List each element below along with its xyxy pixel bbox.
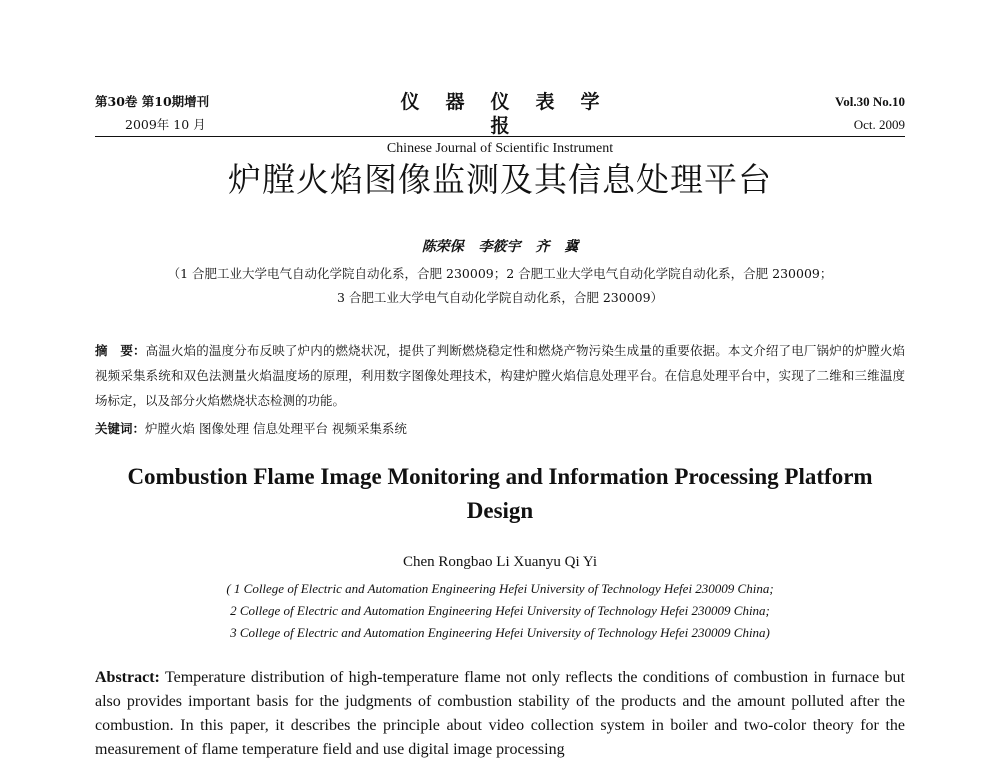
header-center xyxy=(365,90,635,160)
authors-cn: 陈荣保 李筱宇 齐 冀 xyxy=(421,239,579,255)
header-left xyxy=(95,90,209,136)
journal-name-cn: 仪器仪表学报 xyxy=(400,91,626,137)
journal-name-en: Chinese Journal of Scientific Instrument xyxy=(386,141,614,156)
affiliation-en-line: 3 College of Electric and Automation Engineering Hefei University of Technology Hefei 230009 China) xyxy=(230,625,770,640)
date-en: Oct. 2009 xyxy=(853,117,905,132)
paper-title-en: Combustion Flame Image Monitoring and Information Processing Platform Design xyxy=(127,464,873,523)
affiliation-en-line: ( 1 College of Electric and Automation Engineering Hefei University of Technology Hefei 230009 China; xyxy=(226,581,774,596)
volume-issue-en: Vol.30 No.10 xyxy=(835,94,905,109)
volume-issue-cn: 第30卷 第10期增刊 xyxy=(95,94,210,109)
header-right xyxy=(835,90,905,136)
abstract-cn xyxy=(95,338,905,413)
journal-header xyxy=(95,90,905,156)
affiliation-en-line: 2 College of Electric and Automation Engineering Hefei University of Technology Hefei 230009 China; xyxy=(230,603,770,618)
header-rule xyxy=(95,136,905,137)
abstract-en-text: Temperature distribution of high-temperature flame not only reflects the conditions of combustion in furnace but also provides important basis for the judgments of combustion stability of the products and the amount polluted after the combustion. In this paper, it describes the principle about video collection system in boiler and two-color theory for the measurement of flame temperature field and use digital image processing xyxy=(95,669,905,758)
affiliation-cn-line: 3 合肥工业大学电气自动化学院自动化系，合肥 230009） xyxy=(336,290,664,305)
abstract-cn-text: 高温火焰的温度分布反映了炉内的燃烧状况，提供了判断燃烧稳定性和燃烧产物污染生成量的重要依据。本文介绍了电厂锅炉的炉膛火焰视频采集系统和双色法测量火焰温度场的原理，利用数字图像处理技术，构建炉膛火焰信息处理平台。在信息处理平台中，实现了二维和三维温度场标定，以及部分火焰燃烧状态检测的功能。 xyxy=(95,343,905,408)
paper-title-cn: 炉膛火焰图像监测及其信息处理平台 xyxy=(228,160,772,199)
keywords-cn-label: 关键词： xyxy=(95,421,146,436)
abstract-en-label: Abstract: xyxy=(95,669,160,686)
abstract-cn-label: 摘 要： xyxy=(95,343,146,358)
keywords-cn-text: 炉膛火焰 图像处理 信息处理平台 视频采集系统 xyxy=(145,421,407,436)
date-cn: 2009年 10 月 xyxy=(125,117,206,132)
affiliations-en xyxy=(95,578,905,644)
affiliations-cn xyxy=(95,262,905,310)
abstract-en xyxy=(95,666,905,762)
keywords-cn xyxy=(95,416,905,441)
authors-en: Chen Rongbao Li Xuanyu Qi Yi xyxy=(402,554,597,570)
affiliation-cn-line: （1 合肥工业大学电气自动化学院自动化系，合肥 230009；2 合肥工业大学电气自动化学院自动化系，合肥 230009； xyxy=(167,266,833,281)
